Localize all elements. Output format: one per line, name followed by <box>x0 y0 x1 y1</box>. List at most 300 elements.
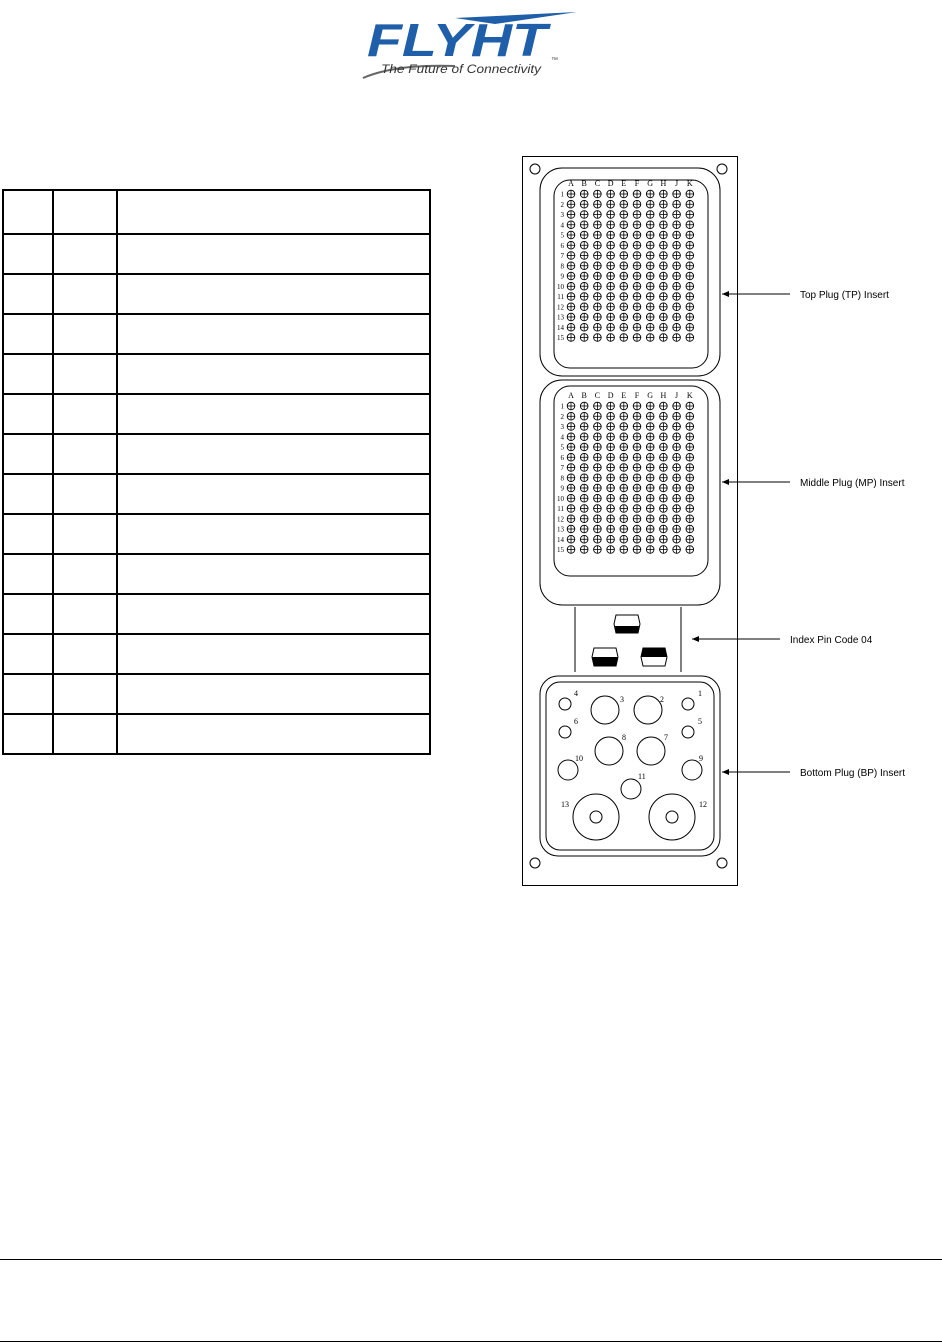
pin-contact <box>620 494 628 502</box>
pin-contact <box>686 474 694 482</box>
pin-contact <box>646 433 654 441</box>
pin-contact <box>660 546 668 554</box>
pin-contact <box>633 505 641 513</box>
pin-contact <box>673 443 681 451</box>
pin-contact <box>633 402 641 410</box>
grid-column-label: D <box>607 391 614 400</box>
pin-contact <box>646 293 654 301</box>
pin-contact <box>607 464 615 472</box>
pin-contact <box>594 525 602 533</box>
pin-contact <box>673 484 681 492</box>
table-cell <box>53 394 117 434</box>
pin-contact <box>660 211 668 219</box>
pin-contact <box>673 241 681 249</box>
pin-contact <box>673 474 681 482</box>
bp-contact-label: 5 <box>698 717 702 726</box>
pin-contact <box>660 200 668 208</box>
pin-contact <box>633 241 641 249</box>
bp-contact-label: 3 <box>620 695 624 704</box>
pin-contact <box>673 252 681 260</box>
pin-contact <box>646 474 654 482</box>
pin-contact <box>567 515 575 523</box>
pin-contact <box>686 423 694 431</box>
pin-contact <box>646 200 654 208</box>
pin-contact <box>594 464 602 472</box>
table-row <box>3 514 430 554</box>
pin-contact <box>646 402 654 410</box>
index-pin-left <box>592 648 618 666</box>
table-row <box>3 714 430 754</box>
bp-contact <box>558 754 583 780</box>
pin-contact <box>620 200 628 208</box>
table-cell <box>117 514 430 554</box>
table-cell <box>3 274 53 314</box>
pin-contact <box>607 323 615 331</box>
table-cell <box>117 314 430 354</box>
pin-contact <box>646 494 654 502</box>
index-pin-right <box>641 648 667 666</box>
pin-contact <box>594 535 602 543</box>
pin-contact <box>607 190 615 198</box>
pin-contact <box>567 474 575 482</box>
pin-contact <box>594 546 602 554</box>
pin-contact <box>673 494 681 502</box>
table-cell <box>117 634 430 674</box>
pin-contact <box>620 535 628 543</box>
grid-row-label: 1 <box>560 190 564 199</box>
mounting-hole-top-right <box>717 164 727 174</box>
table-cell <box>53 354 117 394</box>
pin-contact <box>673 190 681 198</box>
grid-row-label: 14 <box>557 323 564 332</box>
pin-contact <box>633 221 641 229</box>
pin-contact <box>686 282 694 290</box>
table-row <box>3 234 430 274</box>
pin-contact <box>686 231 694 239</box>
grid-row-label: 10 <box>557 282 564 291</box>
table-cell <box>53 234 117 274</box>
pin-contact <box>686 402 694 410</box>
pin-contact <box>633 433 641 441</box>
pin-contact <box>580 535 588 543</box>
pin-contact <box>620 505 628 513</box>
table-cell <box>3 674 53 714</box>
pin-contact <box>686 546 694 554</box>
pin-contact <box>567 443 575 451</box>
pin-contact <box>686 453 694 461</box>
grid-column-label: A <box>568 179 574 188</box>
grid-column-label: G <box>647 391 654 400</box>
pin-contact <box>660 474 668 482</box>
pin-contact <box>646 303 654 311</box>
pin-contact <box>620 293 628 301</box>
pin-contact <box>660 484 668 492</box>
pin-contact <box>646 221 654 229</box>
table-cell <box>3 434 53 474</box>
pin-contact <box>580 412 588 420</box>
grid-row-label: 15 <box>557 334 564 342</box>
table-row <box>3 314 430 354</box>
pin-contact <box>607 334 615 342</box>
table-cell <box>3 594 53 634</box>
table-cell <box>117 594 430 634</box>
pin-contact <box>567 433 575 441</box>
pin-contact <box>673 453 681 461</box>
table-cell <box>117 394 430 434</box>
bp-contact <box>682 717 702 738</box>
pin-contact <box>673 293 681 301</box>
pin-contact <box>594 423 602 431</box>
pin-contact <box>620 282 628 290</box>
table-cell <box>53 434 117 474</box>
pin-contact <box>660 272 668 280</box>
table-cell <box>53 594 117 634</box>
pin-contact <box>660 402 668 410</box>
pin-contact <box>620 484 628 492</box>
bp-contact-label: 7 <box>664 733 668 742</box>
pin-contact <box>580 402 588 410</box>
pin-contact <box>673 464 681 472</box>
pin-contact <box>686 505 694 513</box>
grid-column-label: F <box>634 179 640 188</box>
pin-contact <box>580 323 588 331</box>
table-row <box>3 474 430 514</box>
pin-contact <box>580 303 588 311</box>
pin-contact <box>686 200 694 208</box>
flyht-logo <box>355 8 585 80</box>
bp-contact-label: 2 <box>660 695 664 704</box>
table-row <box>3 634 430 674</box>
pin-contact <box>567 505 575 513</box>
pin-contact <box>646 211 654 219</box>
pin-contact <box>607 241 615 249</box>
pin-contact <box>607 211 615 219</box>
pin-contact <box>594 262 602 270</box>
grid-row-label: 11 <box>557 293 564 301</box>
pin-contact <box>673 221 681 229</box>
grid-row-label: 3 <box>560 211 564 219</box>
table-cell <box>3 714 53 754</box>
pin-contact <box>580 334 588 342</box>
pin-contact <box>673 323 681 331</box>
pin-contact <box>620 231 628 239</box>
table-cell <box>3 634 53 674</box>
pin-contact <box>686 535 694 543</box>
connector-diagram <box>518 152 942 892</box>
pin-contact <box>633 272 641 280</box>
pin-contact <box>620 474 628 482</box>
pin-contact <box>646 334 654 342</box>
pin-contact <box>660 221 668 229</box>
table-cell <box>3 354 53 394</box>
pin-contact <box>607 453 615 461</box>
pin-contact <box>567 190 575 198</box>
grid-column-label: F <box>634 391 640 400</box>
bp-contact-label: 10 <box>575 754 583 763</box>
pin-contact <box>607 252 615 260</box>
pin-contact <box>567 211 575 219</box>
pin-contact <box>673 402 681 410</box>
pin-contact <box>646 453 654 461</box>
pin-contact <box>660 423 668 431</box>
pin-contact <box>567 402 575 410</box>
pin-contact <box>567 231 575 239</box>
pin-contact <box>633 546 641 554</box>
bp-contact <box>621 772 646 799</box>
pin-contact <box>660 293 668 301</box>
pin-contact <box>646 282 654 290</box>
pin-contact <box>686 494 694 502</box>
pin-contact <box>567 484 575 492</box>
pin-contact <box>660 464 668 472</box>
mounting-hole-bottom-left <box>530 858 540 868</box>
pin-contact <box>673 211 681 219</box>
pin-contact <box>594 272 602 280</box>
pin-contact <box>607 546 615 554</box>
pin-contact <box>620 303 628 311</box>
grid-row-label: 5 <box>560 231 564 240</box>
pin-contact <box>646 272 654 280</box>
pin-contact <box>567 453 575 461</box>
table-cell <box>117 234 430 274</box>
pin-contact <box>620 546 628 554</box>
pin-contact <box>673 313 681 321</box>
pin-contact <box>580 241 588 249</box>
pin-contact <box>567 293 575 301</box>
pin-contact <box>660 515 668 523</box>
pin-contact <box>633 211 641 219</box>
table-cell <box>3 554 53 594</box>
pin-contact <box>594 334 602 342</box>
pin-contact <box>607 494 615 502</box>
pin-contact <box>594 402 602 410</box>
table-cell <box>53 514 117 554</box>
pin-contact <box>580 282 588 290</box>
pin-contact <box>686 412 694 420</box>
pin-contact <box>567 262 575 270</box>
pin-contact <box>673 272 681 280</box>
pin-contact <box>620 221 628 229</box>
pin-contact <box>633 200 641 208</box>
pin-contact <box>580 453 588 461</box>
pin-contact <box>580 443 588 451</box>
pin-contact <box>673 546 681 554</box>
pin-contact <box>673 505 681 513</box>
pin-contact <box>607 433 615 441</box>
pin-contact <box>633 453 641 461</box>
grid-row-label: 14 <box>557 535 564 544</box>
grid-column-label: J <box>675 179 679 188</box>
grid-row-label: 4 <box>560 221 564 230</box>
pin-contact <box>686 433 694 441</box>
pin-contact <box>620 211 628 219</box>
pin-contact <box>646 323 654 331</box>
bp-contact <box>559 717 578 738</box>
pin-contact <box>594 241 602 249</box>
pin-contact <box>660 505 668 513</box>
pin-contact <box>594 252 602 260</box>
pin-contact <box>686 484 694 492</box>
pin-contact <box>567 282 575 290</box>
pin-contact <box>673 262 681 270</box>
callout-bottom-plug <box>722 768 905 779</box>
pin-contact <box>567 525 575 533</box>
pin-contact <box>567 303 575 311</box>
pin-contact <box>686 293 694 301</box>
bottom-plug-insert <box>540 676 720 856</box>
pin-contact <box>567 241 575 249</box>
pin-contact <box>607 423 615 431</box>
pin-contact <box>567 272 575 280</box>
grid-row-label: 8 <box>560 474 564 483</box>
pin-contact <box>567 221 575 229</box>
bp-contact <box>682 754 703 780</box>
footer-rule-bottom <box>0 1341 942 1342</box>
grid-row-label: 7 <box>560 252 564 260</box>
grid-row-label: 5 <box>560 443 564 452</box>
pin-contact <box>660 535 668 543</box>
pin-contact <box>567 313 575 321</box>
pin-contact <box>607 412 615 420</box>
pin-contact <box>594 474 602 482</box>
pin-contact <box>620 423 628 431</box>
pin-contact <box>633 293 641 301</box>
pin-contact <box>620 443 628 451</box>
pin-contact <box>660 323 668 331</box>
pin-contact <box>686 323 694 331</box>
pin-contact <box>646 252 654 260</box>
bp-contact <box>595 733 626 765</box>
pin-contact <box>673 231 681 239</box>
pin-contact <box>686 303 694 311</box>
pin-contact <box>594 221 602 229</box>
grid-column-label: G <box>647 179 654 188</box>
table-cell <box>117 474 430 514</box>
pin-contact <box>686 464 694 472</box>
grid-row-label: 10 <box>557 494 564 503</box>
pin-contact <box>660 303 668 311</box>
grid-column-label: K <box>686 179 693 188</box>
pin-contact <box>686 211 694 219</box>
grid-column-label: H <box>660 391 667 400</box>
pin-contact <box>646 241 654 249</box>
table-cell <box>3 394 53 434</box>
grid-column-label: K <box>686 391 693 400</box>
pin-contact <box>580 262 588 270</box>
pin-contact <box>580 252 588 260</box>
table-cell <box>117 354 430 394</box>
pin-contact <box>607 505 615 513</box>
table-cell <box>3 314 53 354</box>
pin-contact <box>580 231 588 239</box>
bp-contact <box>682 689 702 710</box>
pin-contact <box>686 252 694 260</box>
footer-rule-top <box>0 1259 942 1260</box>
table-row <box>3 354 430 394</box>
pin-contact <box>660 412 668 420</box>
pin-contact <box>567 494 575 502</box>
pin-contact <box>567 334 575 342</box>
bp-contact-label: 13 <box>561 800 569 809</box>
table-cell <box>117 714 430 754</box>
pin-contact <box>620 433 628 441</box>
grid-column-label: A <box>568 391 574 400</box>
pin-contact <box>580 313 588 321</box>
pin-contact <box>686 525 694 533</box>
pin-contact <box>580 525 588 533</box>
pin-contact <box>686 272 694 280</box>
pin-contact <box>633 252 641 260</box>
pin-contact <box>620 412 628 420</box>
grid-row-label: 12 <box>557 515 564 524</box>
pin-contact <box>580 494 588 502</box>
pin-contact <box>633 231 641 239</box>
table-row <box>3 674 430 714</box>
pin-contact <box>673 282 681 290</box>
middle-plug-insert <box>540 380 720 605</box>
pin-contact <box>633 443 641 451</box>
pin-contact <box>686 334 694 342</box>
pin-assignment-table <box>2 189 431 755</box>
table-cell <box>53 314 117 354</box>
pin-contact <box>686 190 694 198</box>
table-cell <box>117 190 430 234</box>
pin-contact <box>607 443 615 451</box>
grid-row-label: 4 <box>560 433 564 442</box>
grid-row-label: 13 <box>557 525 564 534</box>
pin-contact <box>646 443 654 451</box>
pin-contact <box>660 313 668 321</box>
pin-contact <box>620 241 628 249</box>
pin-contact <box>607 262 615 270</box>
pin-contact <box>594 231 602 239</box>
pin-contact <box>686 262 694 270</box>
pin-contact <box>580 221 588 229</box>
pin-contact <box>633 515 641 523</box>
pin-contact <box>686 515 694 523</box>
pin-contact <box>594 323 602 331</box>
pin-contact <box>567 546 575 554</box>
pin-contact <box>594 494 602 502</box>
table-row <box>3 434 430 474</box>
pin-contact <box>646 313 654 321</box>
grid-row-label: 2 <box>560 200 564 209</box>
table-cell <box>3 514 53 554</box>
pin-contact <box>620 323 628 331</box>
pin-contact <box>607 535 615 543</box>
table-cell <box>53 554 117 594</box>
pin-contact <box>660 433 668 441</box>
pin-contact <box>620 334 628 342</box>
pin-contact <box>673 525 681 533</box>
pin-contact <box>660 443 668 451</box>
pin-contact <box>673 515 681 523</box>
grid-column-label: E <box>621 391 627 400</box>
table-cell <box>3 234 53 274</box>
pin-contact <box>686 221 694 229</box>
pin-contact <box>686 313 694 321</box>
pin-contact <box>607 484 615 492</box>
pin-contact <box>620 464 628 472</box>
pin-contact <box>594 443 602 451</box>
pin-contact <box>607 402 615 410</box>
pin-contact <box>594 200 602 208</box>
pin-contact <box>580 546 588 554</box>
connector-frame <box>523 157 738 886</box>
grid-row-label: 2 <box>560 412 564 421</box>
mounting-hole-top-left <box>530 164 540 174</box>
pin-contact <box>620 515 628 523</box>
